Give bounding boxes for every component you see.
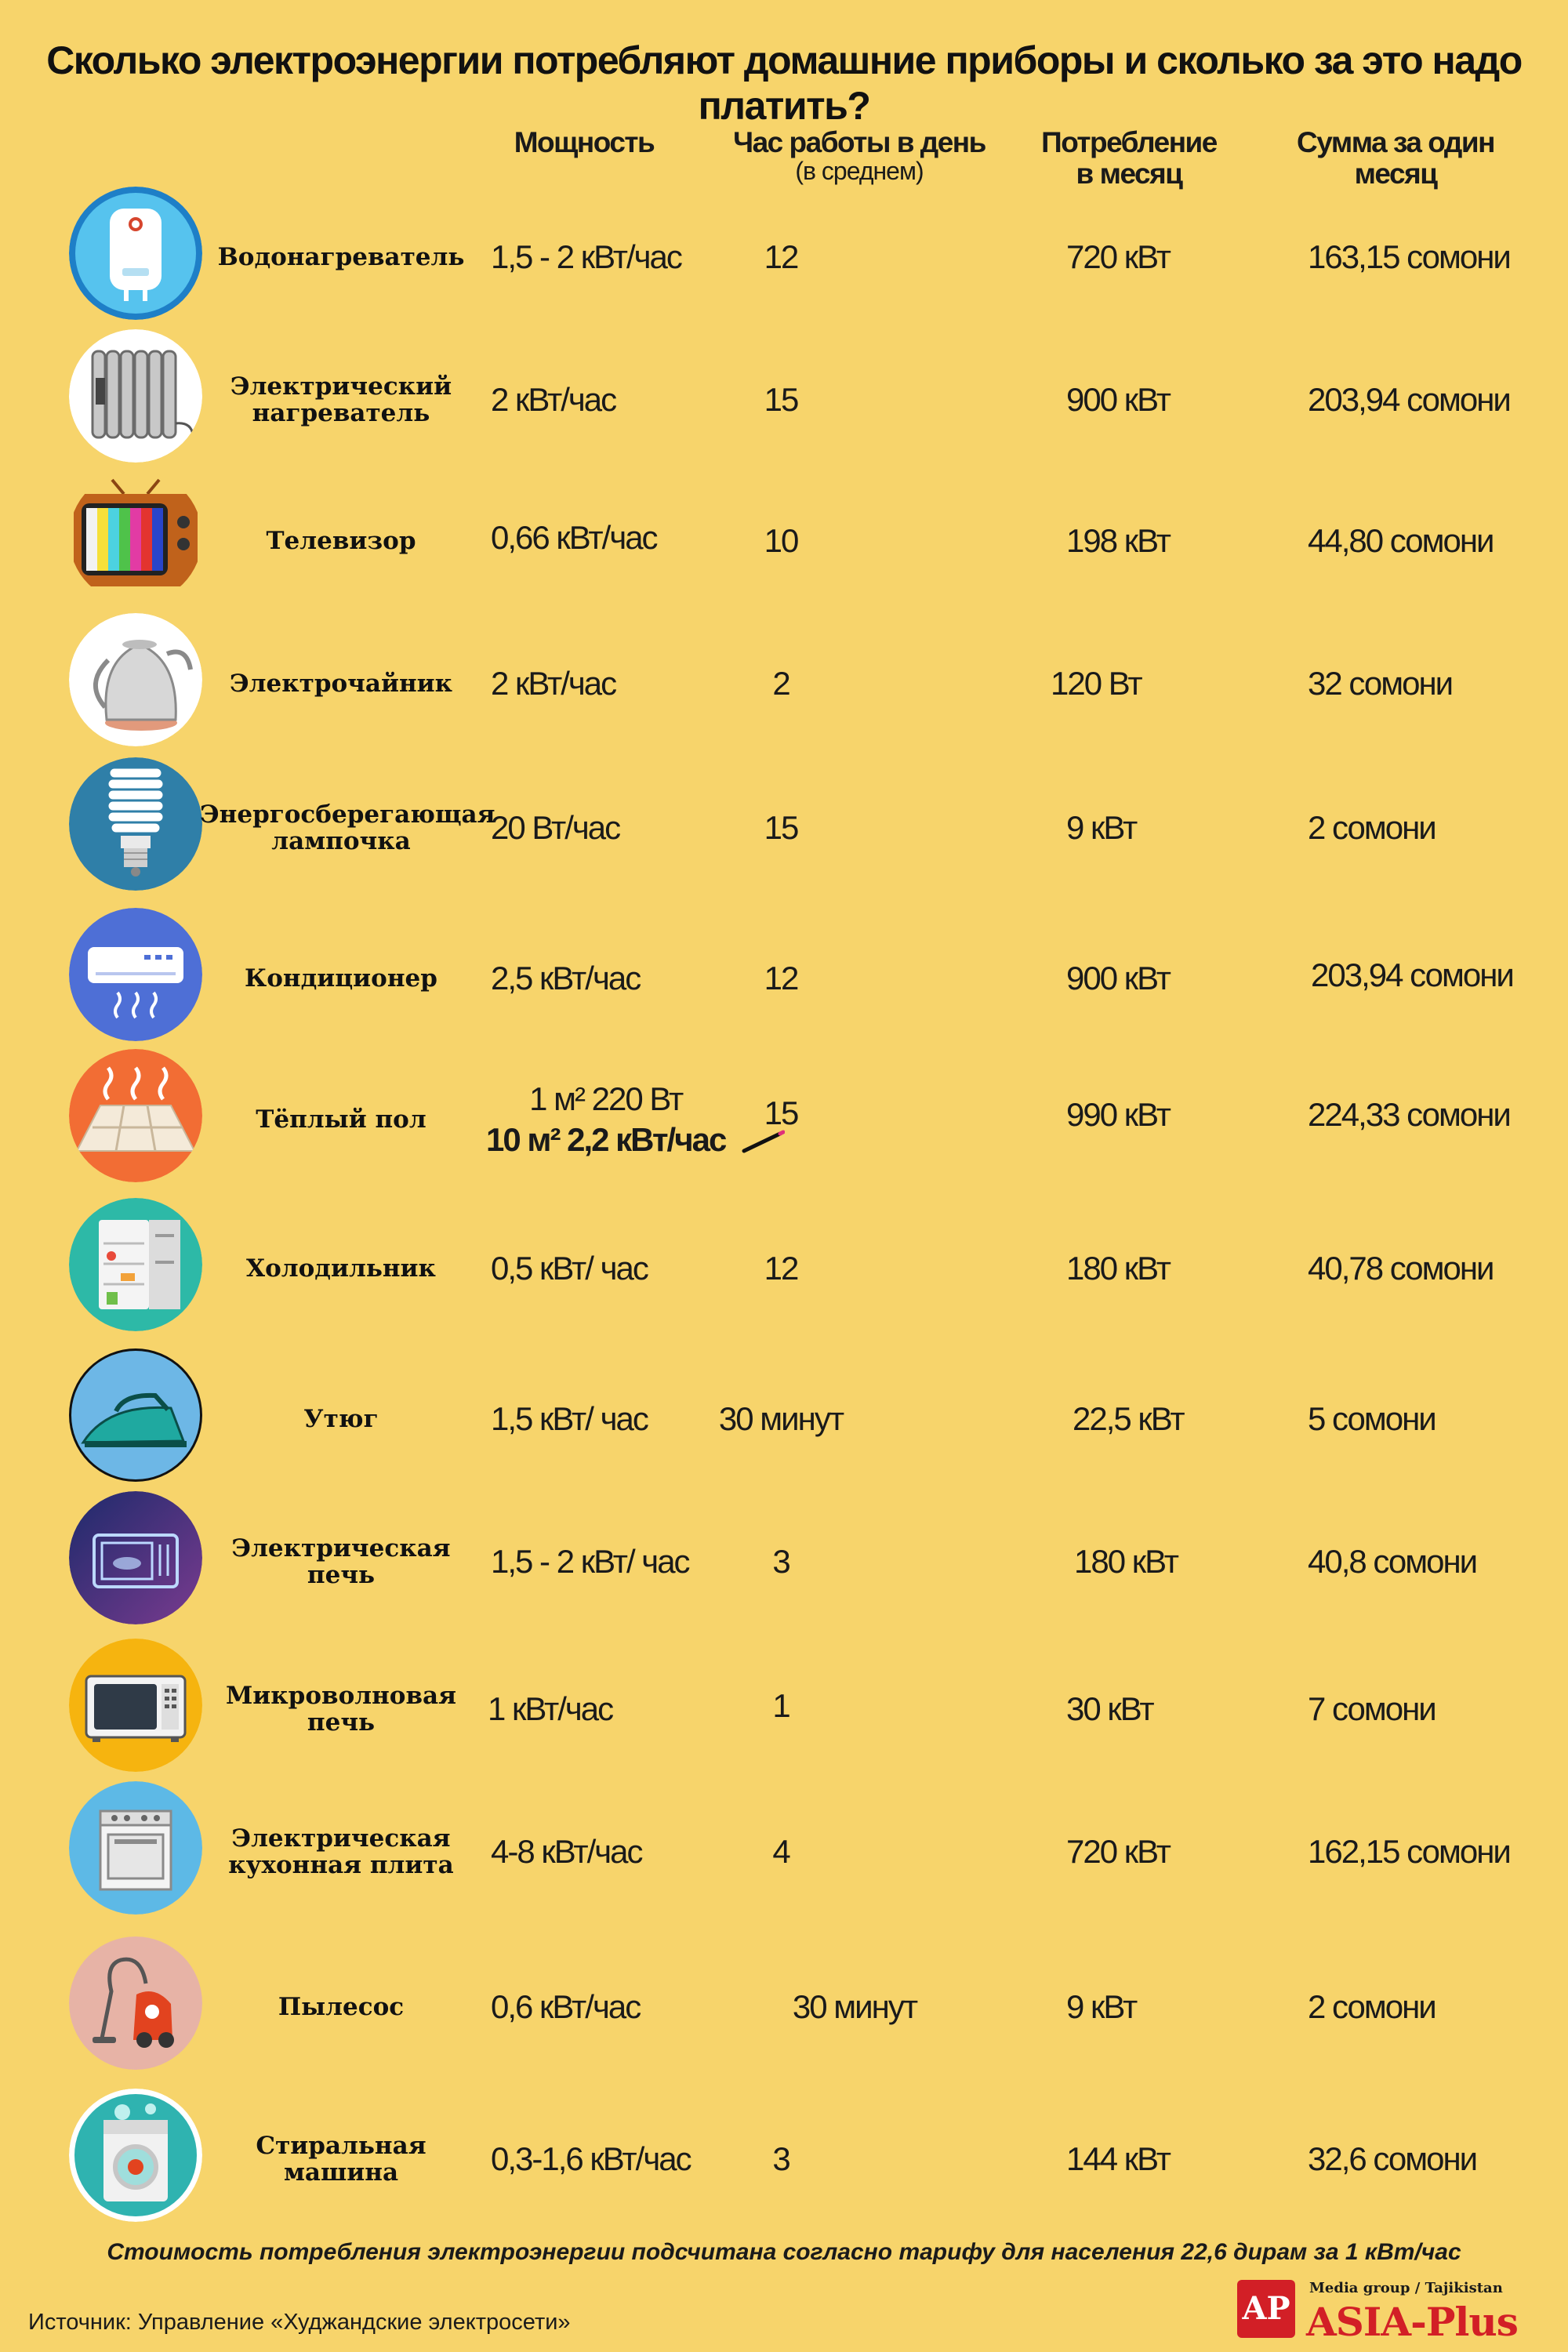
table-row [0, 187, 1568, 328]
hours-value: 1 [772, 1687, 789, 1724]
cost-value: 2 сомони [1308, 809, 1436, 846]
electric-oven-icon [69, 1491, 202, 1624]
table-row [0, 329, 1568, 470]
appliance-name: Пылесос [278, 1993, 405, 2021]
tv-icon [69, 470, 202, 604]
appliance-name: Электрический нагреватель [230, 372, 452, 427]
header-consumption: Потребление в месяц [1041, 126, 1217, 190]
air-conditioner-icon [69, 908, 202, 1041]
appliance-name: Утюг [303, 1405, 379, 1433]
hours-value: 30 минут [718, 1400, 844, 1437]
heated-floor-icon [69, 1049, 202, 1182]
page-title: Сколько электроэнергии потребляют домашние приборы и сколько за это надо платить? [46, 38, 1522, 128]
cost-value: 203,94 сомони [1311, 956, 1513, 993]
header-hours: Час работы в день (в среднем) [733, 126, 985, 185]
hours-value: 30 минут [792, 1988, 917, 2025]
consumption-value: 9 кВт [1066, 1988, 1137, 2025]
cost-value: 2 сомони [1308, 1988, 1436, 2025]
power-value: 0,3-1,6 кВт/час [491, 2140, 691, 2177]
consumption-value: 120 Вт [1051, 665, 1142, 702]
iron-icon [69, 1348, 202, 1482]
power-value: 1,5 кВт/ час [491, 1400, 648, 1437]
power-value: 1,5 - 2 кВт/ час [491, 1543, 689, 1580]
power-value: 1,5 - 2 кВт/час [491, 238, 681, 275]
consumption-value: 180 кВт [1066, 1250, 1170, 1287]
logo-name: ASIA-Plus [1306, 2299, 1518, 2345]
cost-value: 163,15 сомони [1308, 238, 1510, 275]
appliance-name: Тёплый пол [256, 1105, 426, 1134]
consumption-value: 30 кВт [1066, 1690, 1153, 1727]
power-value: 0,6 кВт/час [491, 1988, 641, 2025]
power-value: 4-8 кВт/час [491, 1833, 642, 1870]
consumption-value: 990 кВт [1066, 1096, 1170, 1133]
power-value: 0,5 кВт/ час [491, 1250, 648, 1287]
table-row [0, 1491, 1568, 1632]
hours-value: 3 [772, 1543, 789, 1580]
hours-value: 15 [764, 1094, 798, 1131]
washing-machine-icon [69, 2089, 202, 2222]
logo-tagline: Media group / Tajikistan [1309, 2280, 1503, 2296]
hours-value: 4 [772, 1833, 789, 1870]
hours-value: 15 [764, 809, 798, 846]
cost-value: 5 сомони [1308, 1400, 1436, 1437]
cost-value: 40,8 сомони [1308, 1543, 1477, 1580]
logo-mark: AP [1237, 2280, 1295, 2338]
vacuum-cleaner-icon [69, 1936, 202, 2070]
table-row [0, 1348, 1568, 1490]
hours-value: 15 [764, 381, 798, 418]
consumption-value: 9 кВт [1066, 809, 1137, 846]
header-power: Мощность [514, 126, 655, 158]
appliance-name: Водонагреватель [217, 243, 465, 271]
table-row [0, 757, 1568, 898]
hours-value: 3 [772, 2140, 789, 2177]
power-value: 0,66 кВт/час [491, 519, 657, 556]
tariff-footnote: Стоимость потребления электроэнергии подсчитана согласно тарифу для населения 22,6 дирам за 1 кВт/час [107, 2239, 1461, 2265]
appliance-name: Кондиционер [245, 964, 437, 993]
consumption-value: 720 кВт [1066, 238, 1170, 275]
cfl-bulb-icon [69, 757, 202, 891]
cost-value: 224,33 сомони [1308, 1096, 1510, 1133]
table-row [0, 613, 1568, 754]
hours-value: 10 [764, 522, 798, 559]
appliance-name: Телевизор [266, 527, 416, 555]
power-value: 20 Вт/час [491, 809, 620, 846]
source-note: Источник: Управление «Худжандские электросети» [28, 2310, 571, 2335]
cost-value: 44,80 сомони [1308, 522, 1494, 559]
consumption-value: 180 кВт [1074, 1543, 1178, 1580]
cost-value: 162,15 сомони [1308, 1833, 1510, 1870]
power-value: 2 кВт/час [491, 381, 616, 418]
table-row [0, 1781, 1568, 1922]
consumption-value: 720 кВт [1066, 1833, 1170, 1870]
cost-value: 203,94 сомони [1308, 381, 1510, 418]
consumption-value: 144 кВт [1066, 2140, 1170, 2177]
table-row [0, 1049, 1568, 1190]
consumption-value: 198 кВт [1066, 522, 1170, 559]
table-row [0, 2089, 1568, 2230]
appliance-name: Энергосберегающая лампочка [200, 800, 495, 855]
table-row [0, 1639, 1568, 1780]
table-row [0, 1198, 1568, 1339]
microwave-icon [69, 1639, 202, 1772]
consumption-value: 900 кВт [1066, 960, 1170, 996]
power-value: 2,5 кВт/час [491, 960, 641, 996]
appliance-name: Электрочайник [229, 670, 453, 698]
cost-value: 7 сомони [1308, 1690, 1436, 1727]
appliance-name: Электрическая кухонная плита [228, 1824, 454, 1879]
oil-radiator-icon [69, 329, 202, 463]
appliance-name: Электрическая печь [231, 1534, 451, 1589]
power-value: 1 м² 220 Вт 10 м² 2,2 кВт/час [486, 1080, 726, 1158]
water-heater-icon [69, 187, 202, 320]
kettle-icon [69, 613, 202, 746]
appliance-name: Стиральная машина [256, 2132, 426, 2187]
power-value: 1 кВт/час [488, 1690, 613, 1727]
cost-value: 32 сомони [1308, 665, 1453, 702]
table-row [0, 470, 1568, 612]
power-value: 2 кВт/час [491, 665, 616, 702]
appliance-name: Микроволновая печь [225, 1682, 456, 1737]
hours-value: 2 [772, 665, 789, 702]
asia-plus-logo [1237, 2280, 1551, 2347]
consumption-value: 22,5 кВт [1073, 1400, 1184, 1437]
stove-icon [69, 1781, 202, 1915]
consumption-value: 900 кВт [1066, 381, 1170, 418]
fridge-icon [69, 1198, 202, 1331]
hours-value: 12 [764, 1250, 798, 1287]
cost-value: 40,78 сомони [1308, 1250, 1494, 1287]
cost-value: 32,6 сомони [1308, 2140, 1477, 2177]
hours-value: 12 [764, 960, 798, 996]
appliance-name: Холодильник [246, 1254, 436, 1283]
table-row [0, 1936, 1568, 2078]
header-cost: Сумма за один месяц [1297, 126, 1494, 190]
table-row [0, 908, 1568, 1049]
hours-value: 12 [764, 238, 798, 275]
